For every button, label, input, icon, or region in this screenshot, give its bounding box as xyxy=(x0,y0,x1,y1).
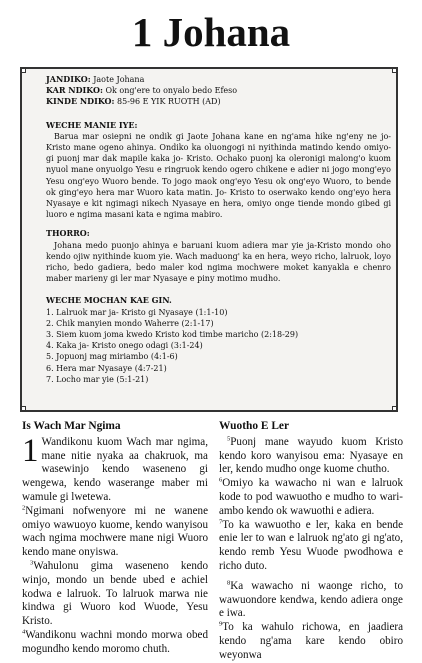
verse-text: Wahulonu gima waseneno kendo winjo, mondo un bende ubed e achiel kodwa e lalruok. To lalruok marwa nie kindwa gi Wuoro kod Wuode, Yesu Kristo. xyxy=(22,559,208,628)
section-heading: Is Wach Mar Ngima xyxy=(22,420,121,432)
section-heading: Wuotho E Ler xyxy=(219,420,290,432)
verse xyxy=(219,477,403,518)
verse-text: Wandikonu kuom Wach mar ngima, mane nitie nyaka aa chakruok, ma wasewinjo kendo waseneno gi wengewa, kendo waserange maber mi wamule gi lwetewa. xyxy=(22,435,208,503)
verse-number: 7 xyxy=(219,517,223,525)
verse-text: Wandikonu wachni mondo morwa obed mogundho kendo moromo chuth. xyxy=(22,628,208,655)
outline-item: 4. Kaka ja- Kristo onego odagi (3:1-24) xyxy=(46,341,203,351)
date-line: KINDE NDIKO: 85-96 E YIK RUOTH (AD) xyxy=(46,96,221,107)
theme-paragraph: Johana medo puonjo ahinya e baruani kuom adiera mar yie ja-Kristo mondo oho kendo ojiw nyithinde kuom yie. Wach maduong' ka en hera, weyo richo, lalruok, loyo richo, bedo gadiera, bedo maler kod ngima mochwere moket kanyakla e chenro maber marieny gi ler mar Nyasaye e piny motimo mudho. xyxy=(46,240,391,284)
verse xyxy=(219,580,403,621)
outline-item: 5. Jopuonj mag miriambo (4:1-6) xyxy=(46,352,178,362)
verse xyxy=(219,519,403,574)
verse-text: Ngimani nofwenyore mi ne wanene omiyo wawuoyo kuome, kendo wanyisou wach ngima mochwere mane nigi Wuoro kendo mane onyiswa. xyxy=(22,504,208,559)
verse xyxy=(22,505,208,560)
book-title: 1 Johana xyxy=(131,9,291,55)
contents-heading: WECHE MANIE IYE: xyxy=(46,119,138,130)
box-corner-ornament xyxy=(20,406,26,412)
verse-number: 2 xyxy=(22,504,26,512)
verse-text: Omiyo ka wawacho ni wan e lalruok kode to pod wawuotho e mudho to wari-ambo kendo ok wawuothi e adiera. xyxy=(219,477,403,517)
verse xyxy=(219,621,403,662)
box-corner-ornament xyxy=(20,67,26,73)
verse-number: 5 xyxy=(227,435,231,443)
outline-item: 6. Hera mar Nyasaye (4:7-21) xyxy=(46,363,167,373)
outline-item: 7. Locho mar yie (5:1-21) xyxy=(46,374,149,384)
outline-list xyxy=(46,307,391,385)
verse xyxy=(22,560,208,629)
chapter-opening xyxy=(22,432,208,505)
left-text-column xyxy=(22,420,208,657)
verse-number: 8 xyxy=(227,579,231,587)
verse-number: 3 xyxy=(30,559,34,567)
verse xyxy=(22,629,208,657)
verse-text: To ka wahulo richowa, en jaadiera kendo ng'ama kare kendo obiro weyonwa xyxy=(219,621,403,661)
author-line: JANDIKO: Jaote Johana xyxy=(46,74,145,84)
theme-heading: THORRO: xyxy=(46,228,90,239)
outline-item: 1. Lalruok mar ja- Kristo gi Nyasaye (1:1-10) xyxy=(46,307,228,317)
box-corner-ornament xyxy=(392,406,398,412)
outline-heading: WECHE MOCHAN KAE GIN. xyxy=(46,295,172,306)
chapter-number: 1 xyxy=(22,432,39,469)
verse-number: 6 xyxy=(219,476,223,484)
place-line: KAR NDIKO: Ok ong'ere to onyalo bedo Efeso xyxy=(46,85,238,96)
verse-text: Ka wawacho ni waonge richo, to wawuondore kendwa, kendo adiera onge e iwa. xyxy=(219,579,403,620)
introduction-content xyxy=(46,74,391,385)
verse-text: Puonj mane wayudo kuom Kristo kendo koro wanyisou ema: Nyasaye en ler, kendo mudho onge kuome chutho. xyxy=(219,435,403,476)
verse xyxy=(219,436,403,477)
box-corner-ornament xyxy=(392,67,398,73)
verse-text: To ka wawuotho e ler, kaka en bende enie ler to wan e lalruok ng'ato gi ng'ato, kendo remb Yesu Wuode pwodhowa e richo duto. xyxy=(219,518,403,572)
outline-item: 3. Siem kuom joma kwedo Kristo kod timbe maricho (2:18-29) xyxy=(46,330,299,340)
contents-paragraph: Barua mar osiepni ne ondik gi Jaote Johana kane en ng'ama hike ng'eny ne jo-Kristo mane ogeno ahinya. Ondiko ka oluongogi ni nyithinda matindo kendo omiyo-gi puonj mar dak mapile kaka jo- Kristo. Ochako puonj ka oleronigi malong'o kuom nyuol mane onyuolgo Yesu e ringruok kendo ogero chikene e adier ni jogo mong'eyo Yesu ong'eyo Wuoro bende. To jogo maok ong'eyo Yesu ok ong'eyo Wuoro, to bende ok ging'eyo hera mar Wuoro kata matin. Jo- Kristo to oserwako kendo ong'eyo hera Nyasaye e kit ngimagi nikech Nyasaye en hera, omiyo onge tiende mondo gibed gi luoro e ngima masani kata e ngima mabiro. xyxy=(46,131,391,220)
right-text-column xyxy=(219,420,403,663)
verse-number: 9 xyxy=(219,620,223,628)
outline-item: 2. Chik manyien mondo Waherre (2:1-17) xyxy=(46,318,214,328)
introduction-box xyxy=(20,67,398,412)
verse-number: 4 xyxy=(22,628,26,636)
